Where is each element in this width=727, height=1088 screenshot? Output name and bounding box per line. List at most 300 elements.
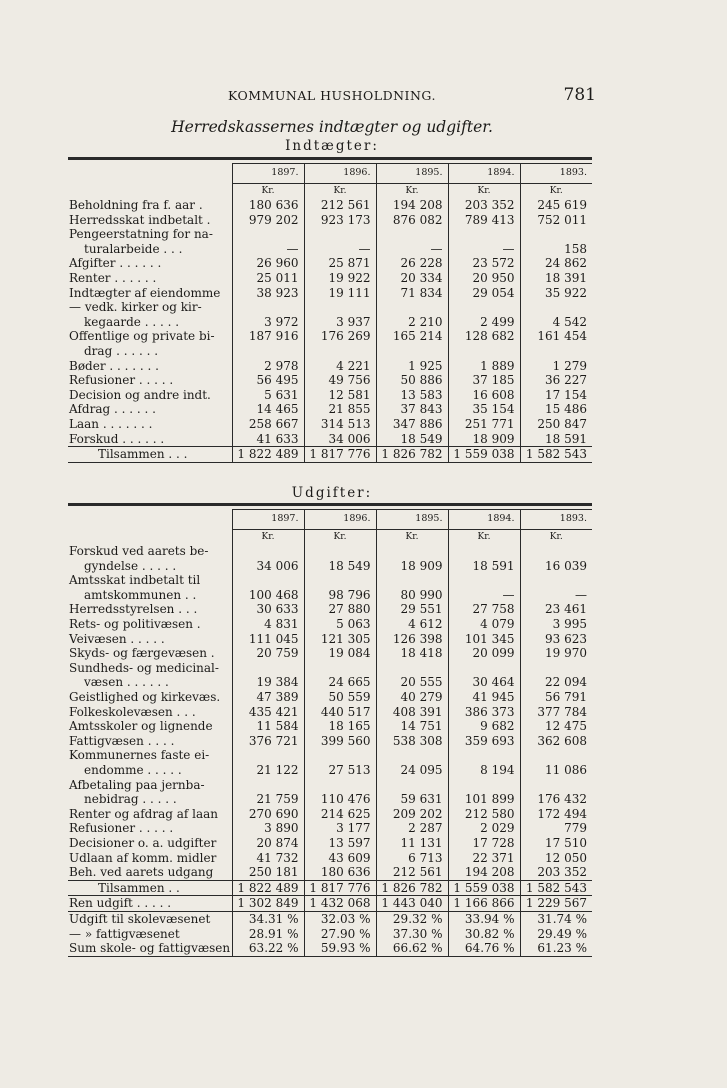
percentage-value: 32.03 %: [304, 911, 376, 926]
row-label: Folkeskolevæsen . . .: [69, 704, 196, 719]
percentage-row: [68, 927, 592, 942]
table-row: [68, 359, 592, 374]
row-value: 359 693: [448, 734, 520, 749]
unit-spacer: [68, 184, 232, 199]
row-value: 101 345: [448, 632, 520, 647]
table-row: [68, 227, 592, 242]
total-value: 1 817 776: [304, 447, 376, 463]
row-value: 209 202: [376, 807, 448, 822]
row-value: 187 916: [232, 329, 304, 344]
row-value: 1 279: [520, 359, 592, 374]
row-value: 20 555: [376, 675, 448, 690]
page-number: 781: [563, 85, 596, 105]
row-value: 49 756: [304, 373, 376, 388]
row-value: 20 759: [232, 646, 304, 661]
income-section-title: Indtægter:: [285, 138, 379, 154]
row-value: 13 597: [304, 836, 376, 851]
row-label: Beh. ved aarets udgang: [69, 865, 214, 880]
row-value: 8 194: [448, 763, 520, 778]
row-value: 2 210: [376, 315, 448, 330]
row-value: 23 461: [520, 602, 592, 617]
row-label: Afdrag . . . . . .: [69, 402, 156, 417]
row-value: [376, 573, 448, 588]
year-header: 1894.: [448, 510, 520, 530]
row-value: —: [520, 588, 592, 603]
row-value: 250 181: [232, 865, 304, 880]
row-value: [232, 778, 304, 793]
percentage-value: 29.49 %: [520, 927, 592, 942]
income-top-rule: [68, 157, 592, 160]
table-row: [68, 388, 592, 403]
row-value: 314 513: [304, 417, 376, 432]
row-value: 18 549: [376, 432, 448, 447]
table-row: [68, 432, 592, 447]
row-value: 18 549: [304, 559, 376, 574]
row-value: 12 050: [520, 851, 592, 866]
row-label: Fattigvæsen . . . .: [69, 733, 175, 748]
row-value: 18 165: [304, 719, 376, 734]
percentage-label: Udgift til skolevæsenet: [68, 911, 232, 926]
percentage-value: 29.32 %: [376, 911, 448, 926]
row-value: 21 122: [232, 763, 304, 778]
row-value: 4 542: [520, 315, 592, 330]
row-value: 876 082: [376, 213, 448, 228]
row-value: 19 084: [304, 646, 376, 661]
row-value: [232, 544, 304, 559]
table-row: [68, 792, 592, 807]
row-value: [520, 778, 592, 793]
table-row: [68, 836, 592, 851]
row-value: 34 006: [232, 559, 304, 574]
row-label: Decision og andre indt.: [69, 387, 211, 402]
row-value: 56 791: [520, 690, 592, 705]
row-value: 5 631: [232, 388, 304, 403]
table-row: [68, 559, 592, 574]
row-value: 194 208: [448, 865, 520, 880]
row-value: [376, 344, 448, 359]
row-value: [304, 573, 376, 588]
running-title: KOMMUNAL HUSHOLDNING.: [228, 88, 436, 103]
row-label: Pengeerstatning for na-: [69, 227, 213, 242]
income-table: [68, 163, 592, 463]
row-value: 34 006: [304, 432, 376, 447]
row-value: 203 352: [448, 198, 520, 213]
row-value: 41 945: [448, 690, 520, 705]
row-label: Sundheds- og medicinal-: [69, 660, 219, 675]
row-value: 12 475: [520, 719, 592, 734]
row-value: 37 185: [448, 373, 520, 388]
table-row: [68, 417, 592, 432]
total-value: 1 822 489: [232, 447, 304, 463]
row-value: 29 551: [376, 602, 448, 617]
table-row: [68, 807, 592, 822]
row-value: 789 413: [448, 213, 520, 228]
table-row: [68, 778, 592, 793]
row-label: Rets- og politivæsen .: [69, 617, 201, 632]
row-value: 37 843: [376, 402, 448, 417]
row-value: 100 468: [232, 588, 304, 603]
row-value: 17 154: [520, 388, 592, 403]
table-row: [68, 329, 592, 344]
total-value: 1 826 782: [376, 447, 448, 463]
row-value: 258 667: [232, 417, 304, 432]
percentage-value: 34.31 %: [232, 911, 304, 926]
percentage-value: 33.94 %: [448, 911, 520, 926]
row-value: 20 099: [448, 646, 520, 661]
row-value: [376, 778, 448, 793]
row-value: 14 751: [376, 719, 448, 734]
year-header: 1894.: [448, 164, 520, 184]
row-label: Renter og afdrag af laan: [69, 806, 219, 821]
row-value: 36 227: [520, 373, 592, 388]
unit-label: Kr.: [232, 530, 304, 545]
table-row: [68, 573, 592, 588]
net-expense-value: 1 229 567: [520, 896, 592, 912]
row-value: 25 011: [232, 271, 304, 286]
row-label: Refusioner . . . . .: [69, 821, 174, 836]
row-value: [304, 344, 376, 359]
row-value: 14 465: [232, 402, 304, 417]
total-value: 1 826 782: [376, 880, 448, 896]
row-value: 38 923: [232, 286, 304, 301]
row-value: —: [376, 242, 448, 257]
percentage-value: 31.74 %: [520, 911, 592, 926]
row-value: 270 690: [232, 807, 304, 822]
row-value: 16 039: [520, 559, 592, 574]
percentage-value: 66.62 %: [376, 941, 448, 956]
net-expense-value: 1 302 849: [232, 896, 304, 912]
row-value: 24 095: [376, 763, 448, 778]
row-value: 26 960: [232, 256, 304, 271]
table-row: [68, 602, 592, 617]
row-value: 19 111: [304, 286, 376, 301]
row-value: [448, 778, 520, 793]
row-value: 27 880: [304, 602, 376, 617]
row-value: 16 608: [448, 388, 520, 403]
total-value: 1 559 038: [448, 880, 520, 896]
total-value: 1 822 489: [232, 880, 304, 896]
row-label: amtskommunen . .: [84, 587, 197, 602]
row-value: 440 517: [304, 705, 376, 720]
table-title: Herredskassernes indtægter og udgifter.: [171, 118, 493, 136]
row-value: 11 584: [232, 719, 304, 734]
row-value: 26 228: [376, 256, 448, 271]
unit-label: Kr.: [520, 530, 592, 545]
table-row: [68, 344, 592, 359]
table-row: [68, 373, 592, 388]
table-row: [68, 271, 592, 286]
row-value: 22 371: [448, 851, 520, 866]
total-value: 1 582 543: [520, 447, 592, 463]
row-value: 214 625: [304, 807, 376, 822]
row-value: 251 771: [448, 417, 520, 432]
row-value: 15 486: [520, 402, 592, 417]
row-value: 158: [520, 242, 592, 257]
unit-label: Kr.: [376, 184, 448, 199]
table-row: [68, 315, 592, 330]
row-value: [304, 227, 376, 242]
unit-label: Kr.: [448, 530, 520, 545]
row-value: [232, 300, 304, 315]
row-value: 40 279: [376, 690, 448, 705]
table-row: [68, 821, 592, 836]
net-expense-row: [68, 896, 592, 912]
row-value: [448, 573, 520, 588]
row-value: 4 612: [376, 617, 448, 632]
row-value: [520, 544, 592, 559]
net-expense-value: 1 166 866: [448, 896, 520, 912]
row-label: endomme . . . . .: [84, 763, 182, 777]
total-row: [68, 880, 592, 896]
row-value: 347 886: [376, 417, 448, 432]
year-header: 1897.: [232, 164, 304, 184]
row-value: [376, 300, 448, 315]
table-row: [68, 734, 592, 749]
row-value: 11 131: [376, 836, 448, 851]
row-label: gyndelse . . . . .: [84, 558, 177, 573]
row-value: 18 591: [448, 559, 520, 574]
row-value: —: [448, 588, 520, 603]
row-value: 18 418: [376, 646, 448, 661]
table-row: [68, 242, 592, 257]
row-value: 121 305: [304, 632, 376, 647]
row-value: 165 214: [376, 329, 448, 344]
row-value: 752 011: [520, 213, 592, 228]
row-value: 923 173: [304, 213, 376, 228]
row-value: 23 572: [448, 256, 520, 271]
total-value: 1 559 038: [448, 447, 520, 463]
row-value: [448, 661, 520, 676]
table-row: [68, 213, 592, 228]
row-value: [304, 300, 376, 315]
row-value: 4 221: [304, 359, 376, 374]
table-row: [68, 588, 592, 603]
row-label: Veivæsen . . . . .: [69, 631, 165, 646]
table-row: [68, 632, 592, 647]
row-value: 17 510: [520, 836, 592, 851]
row-value: [520, 573, 592, 588]
row-value: 12 581: [304, 388, 376, 403]
year-header: 1897.: [232, 510, 304, 530]
row-value: [232, 748, 304, 763]
table-row: [68, 544, 592, 559]
row-value: 20 874: [232, 836, 304, 851]
row-value: 212 561: [304, 198, 376, 213]
row-value: 17 728: [448, 836, 520, 851]
row-value: 161 454: [520, 329, 592, 344]
row-label: Forskud . . . . . .: [69, 431, 165, 446]
row-value: [448, 748, 520, 763]
row-value: 3 177: [304, 821, 376, 836]
total-row: [68, 447, 592, 463]
unit-label: Kr.: [448, 184, 520, 199]
row-value: [304, 778, 376, 793]
row-label: Amtsskoler og lignende: [69, 719, 213, 734]
percentage-value: 28.91 %: [232, 927, 304, 942]
row-value: 19 922: [304, 271, 376, 286]
unit-label: Kr.: [304, 184, 376, 199]
row-label: nebidrag . . . . .: [84, 792, 177, 807]
table-row: [68, 300, 592, 315]
table-row: [68, 402, 592, 417]
row-value: [232, 661, 304, 676]
row-label: væsen . . . . . .: [84, 675, 169, 690]
row-value: 21 759: [232, 792, 304, 807]
percentage-label: Sum skole- og fattigvæsen: [69, 941, 231, 956]
table-row: [68, 748, 592, 763]
row-value: —: [304, 242, 376, 257]
percentage-row: [68, 941, 592, 956]
row-value: 59 631: [376, 792, 448, 807]
unit-spacer: [68, 530, 232, 545]
row-label: drag . . . . . .: [84, 344, 159, 359]
row-value: 24 862: [520, 256, 592, 271]
row-value: [448, 227, 520, 242]
total-value: 1 582 543: [520, 880, 592, 896]
row-value: 408 391: [376, 705, 448, 720]
table-row: [68, 690, 592, 705]
row-value: [304, 748, 376, 763]
table-row: [68, 675, 592, 690]
year-header: 1893.: [520, 510, 592, 530]
row-value: 180 636: [304, 865, 376, 880]
percentage-value: 63.22 %: [232, 941, 304, 956]
running-header: [68, 85, 596, 108]
row-value: 18 591: [520, 432, 592, 447]
row-label: — vedk. kirker og kir-: [69, 300, 202, 315]
row-value: 538 308: [376, 734, 448, 749]
row-value: [376, 544, 448, 559]
income-year-header: [68, 164, 592, 184]
row-label: Offentlige og private bi-: [69, 329, 215, 344]
row-value: 24 665: [304, 675, 376, 690]
percentage-value: 37.30 %: [376, 927, 448, 942]
row-value: 29 054: [448, 286, 520, 301]
row-value: 203 352: [520, 865, 592, 880]
table-row: [68, 705, 592, 720]
row-value: 176 432: [520, 792, 592, 807]
table-row: [68, 661, 592, 676]
row-value: 101 899: [448, 792, 520, 807]
row-value: 50 559: [304, 690, 376, 705]
row-value: 47 389: [232, 690, 304, 705]
row-value: 212 561: [376, 865, 448, 880]
expenses-table: [68, 509, 592, 957]
row-value: 176 269: [304, 329, 376, 344]
header-spacer: [68, 510, 232, 530]
row-value: 18 909: [448, 432, 520, 447]
row-value: [520, 344, 592, 359]
row-label: Forskud ved aarets be-: [69, 544, 209, 559]
row-value: 18 391: [520, 271, 592, 286]
table-row: [68, 286, 592, 301]
total-label: Tilsammen . .: [68, 880, 232, 896]
row-value: 250 847: [520, 417, 592, 432]
row-value: 18 909: [376, 559, 448, 574]
unit-label: Kr.: [304, 530, 376, 545]
row-value: 126 398: [376, 632, 448, 647]
row-value: 9 682: [448, 719, 520, 734]
percentage-value: 61.23 %: [520, 941, 592, 956]
expenses-top-rule: [68, 503, 592, 506]
row-value: 4 831: [232, 617, 304, 632]
row-value: 4 079: [448, 617, 520, 632]
row-value: [232, 227, 304, 242]
row-value: [304, 544, 376, 559]
table-row: [68, 256, 592, 271]
row-value: 50 886: [376, 373, 448, 388]
row-value: 71 834: [376, 286, 448, 301]
row-value: 399 560: [304, 734, 376, 749]
row-label: Udlaan af komm. midler: [69, 850, 217, 865]
row-value: 2 978: [232, 359, 304, 374]
row-value: 212 580: [448, 807, 520, 822]
row-label: Skyds- og færgevæsen .: [69, 646, 215, 661]
row-value: 128 682: [448, 329, 520, 344]
table-row: [68, 617, 592, 632]
percentage-value: 27.90 %: [304, 927, 376, 942]
row-value: 35 922: [520, 286, 592, 301]
row-value: 27 513: [304, 763, 376, 778]
row-value: —: [232, 242, 304, 257]
row-value: [232, 573, 304, 588]
row-value: 1 889: [448, 359, 520, 374]
row-label: Amtsskat indbetalt til: [69, 573, 201, 588]
row-value: [376, 748, 448, 763]
row-value: 19 384: [232, 675, 304, 690]
row-value: 2 287: [376, 821, 448, 836]
row-value: 2 499: [448, 315, 520, 330]
row-value: 22 094: [520, 675, 592, 690]
row-value: [376, 661, 448, 676]
row-value: 110 476: [304, 792, 376, 807]
row-label: Geistlighed og kirkevæs.: [69, 690, 221, 705]
row-label: Renter . . . . . .: [69, 271, 157, 286]
year-header: 1896.: [304, 510, 376, 530]
year-header: 1896.: [304, 164, 376, 184]
expenses-section-title: Udgifter:: [291, 485, 373, 501]
percentage-row: [68, 911, 592, 926]
row-label: Kommunernes faste ei-: [69, 748, 210, 763]
net-expense-value: 1 432 068: [304, 896, 376, 912]
row-value: 979 202: [232, 213, 304, 228]
row-label: Decisioner o. a. udgifter: [69, 835, 217, 850]
row-value: 194 208: [376, 198, 448, 213]
row-label: Afbetaling paa jernba-: [69, 777, 205, 792]
row-value: 6 713: [376, 851, 448, 866]
percentage-value: 64.76 %: [448, 941, 520, 956]
table-row: [68, 865, 592, 880]
row-label: Herredsstyrelsen . . .: [69, 602, 198, 617]
table-row: [68, 851, 592, 866]
row-value: 1 925: [376, 359, 448, 374]
row-label: Indtægter af eiendomme: [69, 285, 221, 300]
row-value: 180 636: [232, 198, 304, 213]
row-value: [520, 227, 592, 242]
total-label: Tilsammen . . .: [68, 447, 232, 463]
row-value: 21 855: [304, 402, 376, 417]
net-expense-label: Ren udgift . . . . .: [69, 896, 172, 911]
row-value: 11 086: [520, 763, 592, 778]
unit-row: [68, 530, 592, 545]
row-value: [448, 544, 520, 559]
row-label: kegaarde . . . . .: [84, 314, 180, 329]
row-value: [520, 300, 592, 315]
row-value: 41 633: [232, 432, 304, 447]
row-value: 19 970: [520, 646, 592, 661]
row-value: 98 796: [304, 588, 376, 603]
table-row: [68, 646, 592, 661]
